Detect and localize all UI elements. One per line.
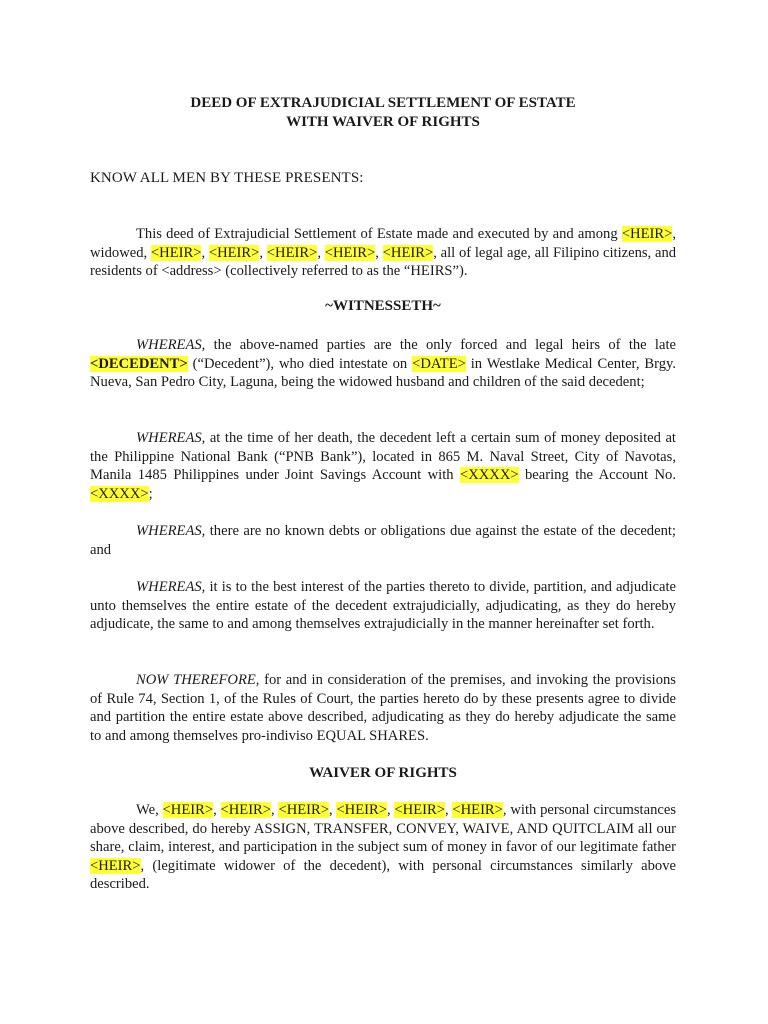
- waiver-separator: ,: [444, 802, 453, 818]
- account-number-placeholder: <XXXX>: [90, 485, 149, 502]
- now-therefore-label: NOW THEREFORE,: [136, 672, 260, 688]
- whereas-debts-paragraph: [90, 522, 676, 559]
- whereas-deposit-text-1: at the time of her death, the decedent left a certain sum of money deposited at the Philippine National Bank (“PNB Bank”), located in 865 M. Naval Street, City of Navotas, Manila 1485 Philippines under Joint Savings Account with: [90, 430, 676, 484]
- whereas-label: WHEREAS,: [136, 337, 206, 353]
- whereas-partition-text: it is to the best interest of the parties thereto to divide, partition, and adjudicate unto themselves the entire estate of the decedent extrajudicially, adjudicating, as they do hereby adjudicate, the same to and among themselves extrajudicially in the manner hereinafter set forth.: [90, 579, 676, 633]
- whereas-label: WHEREAS,: [136, 579, 206, 595]
- date-placeholder: <DATE>: [412, 355, 466, 372]
- parties-text-4: ,: [259, 244, 267, 261]
- parties-text-8: (collectively referred to as the “HEIRS”).: [221, 263, 468, 280]
- know-all-men-line: KNOW ALL MEN BY THESE PRESENTS:: [90, 170, 364, 186]
- parties-text-3: ,: [201, 244, 209, 261]
- waiver-separator: ,: [329, 802, 337, 818]
- whereas-heirs-text-2: (“Decedent”), who died intestate on: [187, 355, 413, 372]
- father-heir-placeholder: <HEIR>: [90, 857, 141, 874]
- account-holder-placeholder: <XXXX>: [459, 467, 519, 484]
- waiver-text-2: , with personal circumstances above described, do hereby ASSIGN, TRANSFER, CONVEY, WAIVE, AND QUITCLAIM all our share, claim, interest, and participation in the subject sum of money in favor of our legitimate father: [90, 802, 677, 856]
- waiver-text-1: We,: [136, 802, 163, 818]
- heir-placeholder: <HEIR>: [452, 802, 503, 818]
- parties-text-7: , all of legal age, all Filipino citizens, and residents of: [90, 244, 677, 280]
- whereas-label: WHEREAS,: [136, 523, 206, 539]
- decedent-placeholder: <DECEDENT>: [90, 355, 188, 372]
- waiver-separator: ,: [271, 802, 279, 818]
- heir-placeholder: <HEIR>: [278, 802, 329, 818]
- heir-placeholder: <HEIR>: [266, 244, 318, 261]
- document-title-line-1: DEED OF EXTRAJUDICIAL SETTLEMENT OF ESTATE: [190, 95, 576, 111]
- parties-text-1: This deed of Extrajudicial Settlement of Estate made and executed by and among: [136, 226, 622, 242]
- whereas-deposit-paragraph: [90, 429, 676, 503]
- waiver-text-3: , (legitimate widower of the decedent), with personal circumstances similarly above described.: [90, 857, 676, 893]
- waiver-heading: WAIVER OF RIGHTS: [309, 765, 457, 781]
- whereas-deposit-text-3: ;: [148, 485, 153, 502]
- whereas-heirs-paragraph: [90, 336, 676, 392]
- parties-text-5: ,: [317, 244, 325, 261]
- waiver-separator: ,: [386, 802, 395, 818]
- heir-placeholder: <HEIR>: [162, 802, 214, 818]
- now-therefore-paragraph: [90, 671, 676, 745]
- whereas-debts-text: there are no known debts or obligations due against the estate of the decedent; and: [90, 523, 676, 558]
- heir-placeholder: <HEIR>: [382, 244, 434, 261]
- parties-text-2: , widowed,: [90, 226, 676, 261]
- heir-placeholder: <HEIR>: [150, 244, 202, 261]
- whereas-heirs-text-3: in Westlake Medical Center, Brgy. Nueva, San Pedro City, Laguna, being the widowed husband and children of the said decedent;: [90, 355, 676, 391]
- parties-text-6: ,: [375, 244, 383, 261]
- heir-placeholder: <HEIR>: [621, 226, 673, 242]
- whereas-partition-paragraph: [90, 578, 676, 634]
- heir-placeholder: <HEIR>: [324, 244, 376, 261]
- now-therefore-text: for and in consideration of the premises, and invoking the provisions of Rule 74, Section 1, of the Rules of Court, the parties hereto do by these presents agree to divide and partition the entire estate above described, adjudicating as they do hereby adjudicate the same to and among themselves pro-indiviso EQUAL SHARES.: [90, 672, 676, 744]
- whereas-label: WHEREAS,: [136, 430, 206, 446]
- parties-paragraph: [90, 225, 676, 281]
- heir-placeholder: <HEIR>: [208, 244, 260, 261]
- witnesseth-heading: ~WITNESSETH~: [325, 298, 441, 314]
- waiver-separator: ,: [213, 802, 221, 818]
- whereas-heirs-text-1: the above-named parties are the only forced and legal heirs of the late: [205, 337, 676, 353]
- heir-placeholder: <HEIR>: [336, 802, 387, 818]
- heir-placeholder: <HEIR>: [220, 802, 272, 818]
- waiver-paragraph: [90, 801, 676, 894]
- address-placeholder: <address>: [161, 263, 222, 280]
- heir-placeholder: <HEIR>: [394, 802, 445, 818]
- whereas-deposit-text-2: bearing the Account No.: [518, 467, 676, 484]
- document-title-line-2: WITH WAIVER OF RIGHTS: [286, 114, 480, 130]
